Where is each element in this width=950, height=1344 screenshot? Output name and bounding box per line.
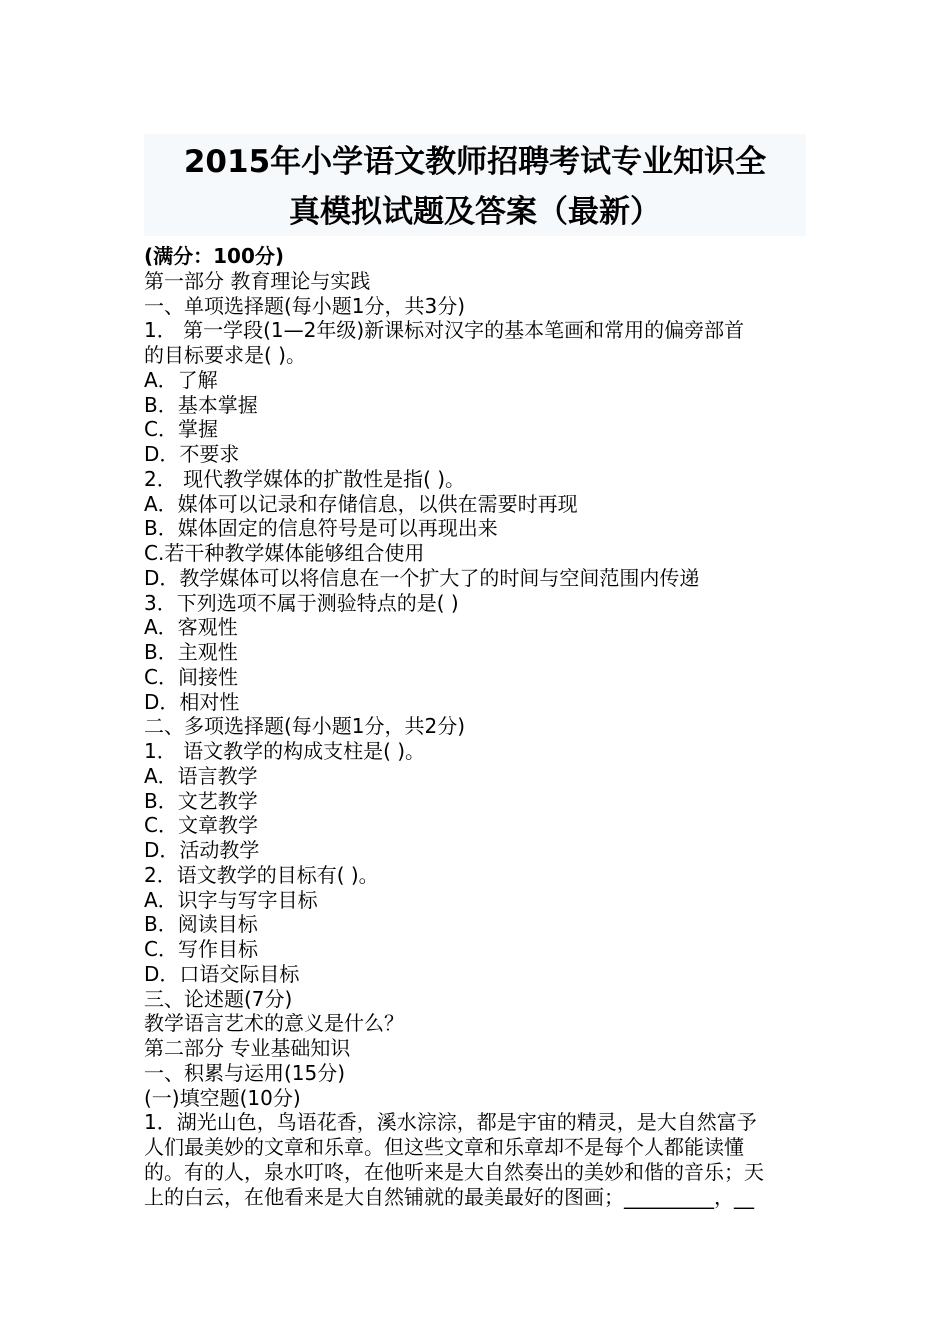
option-line: B．主观性: [144, 640, 238, 664]
option-line: D．教学媒体可以将信息在一个扩大了的时间与空间范围内传递: [144, 565, 700, 590]
option-line: C.若干种教学媒体能够组合使用: [144, 541, 425, 565]
option-line: B．文艺教学: [144, 788, 258, 813]
paragraph-line: 上的白云，在他看来是大自然铺就的最美最好的图画；_________，__: [144, 1184, 754, 1209]
paragraph-line: 人们最美妙的文章和乐章。但这些文章和乐章却不是每个人都能读懂: [144, 1135, 744, 1159]
paragraph-line: 1．湖光山色，鸟语花香，溪水淙淙，都是宇宙的精灵，是大自然富予: [144, 1110, 757, 1135]
option-line: D．口语交际目标: [144, 961, 300, 986]
title-line-2: 真模拟试题及答案（最新）: [289, 194, 661, 230]
document-body: [144, 244, 808, 1209]
section-heading: 二、多项选择题(每小题1分，共2分): [144, 714, 466, 739]
title-line-1: 2015年小学语文教师招聘考试专业知识全: [183, 144, 767, 180]
question-line: 3．下列选项不属于测验特点的是( ): [144, 590, 459, 615]
score-note: (满分：100分): [144, 244, 285, 268]
document-title: [144, 134, 806, 236]
option-line: A．识字与写字目标: [144, 887, 318, 912]
option-line: C．间接性: [144, 664, 238, 689]
option-line: C．掌握: [144, 417, 218, 442]
option-line: B．阅读目标: [144, 912, 258, 937]
option-line: A．了解: [144, 367, 218, 392]
question-line: 的目标要求是( )。: [144, 343, 306, 367]
option-line: C．文章教学: [144, 813, 258, 838]
question-line: 2． 现代教学媒体的扩散性是指( )。: [144, 466, 466, 491]
option-line: D．相对性: [144, 689, 240, 714]
subsection-heading: (一)填空题(10分): [144, 1085, 301, 1110]
part-heading: 第一部分 教育理论与实践: [144, 268, 371, 293]
option-line: B．媒体固定的信息符号是可以再现出来: [144, 516, 498, 541]
option-line: A．语言教学: [144, 763, 258, 788]
option-line: D．活动教学: [144, 838, 260, 862]
paragraph-line: 的。有的人，泉水叮咚，在他听来是大自然奏出的美妙和偕的音乐；天: [144, 1159, 764, 1184]
option-line: C．写作目标: [144, 937, 258, 961]
option-line: D．不要求: [144, 442, 240, 466]
part-heading: 第二部分 专业基础知识: [144, 1036, 351, 1060]
question-line: 1． 语文教学的构成支柱是( )。: [144, 739, 426, 763]
section-heading: 一、积累与运用(15分): [144, 1060, 346, 1085]
option-line: A．媒体可以记录和存储信息，以供在需要时再现: [144, 491, 578, 516]
question-line: 1． 第一学段(1—2年级)新课标对汉字的基本笔画和常用的偏旁部首: [144, 318, 745, 343]
option-line: B．基本掌握: [144, 392, 258, 417]
question-line: 教学语言艺术的意义是什么？: [144, 1011, 404, 1036]
section-heading: 一、单项选择题(每小题1分，共3分): [144, 293, 466, 318]
question-line: 2．语文教学的目标有( )。: [144, 862, 379, 887]
section-heading: 三、论述题(7分): [144, 986, 293, 1011]
option-line: A．客观性: [144, 615, 238, 640]
